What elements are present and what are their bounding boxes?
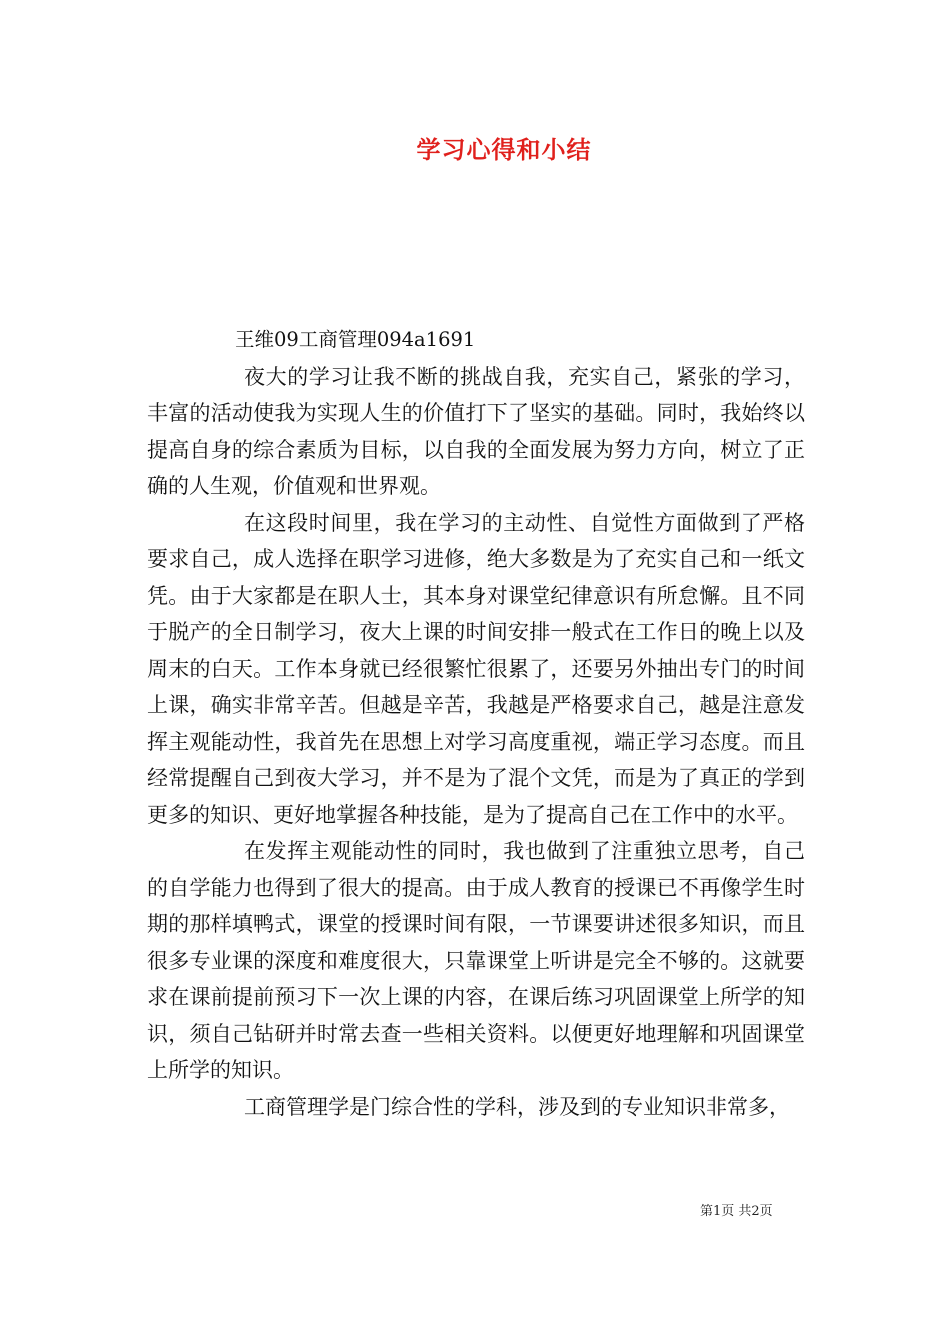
paragraph-2: 在这段时间里，我在学习的主动性、自觉性方面做到了严格要求自己，成人选择在职学习进修，绝大多数是为了充实自己和一纸文凭。由于大家都是在职人士，其本身对课堂纪律意识有所怠懈。且不同于脱产的全日制学习，夜大上课的时间安排一般式在工作日的晚上以及周末的白天。工作本身就已经很繁忙很累了，还要另外抽出专门的时间上课，确实非常辛苦。但越是辛苦，我越是严格要求自己，越是注意发挥主观能动性，我首先在思想上对学习高度重视，端正学习态度。而且经常提醒自己到夜大学习，并不是为了混个文凭，而是为了真正的学到更多的知识、更好地掌握各种技能，是为了提高自己在工作中的水平。 (147, 510, 805, 827)
document-body (147, 322, 805, 1125)
page-number-footer: 第1页 共2页 (700, 1204, 773, 1219)
paragraph-3: 在发挥主观能动性的同时，我也做到了注重独立思考，自己的自学能力也得到了很大的提高。由于成人教育的授课已不再像学生时期的那样填鸭式，课堂的授课时间有限，一节课要讲述很多知识，而且很多专业课的深度和难度很大，只靠课堂上听讲是完全不够的。这就要求在课前提前预习下一次上课的内容，在课后练习巩固课堂上所学的知识，须自己钻研并时常去查一些相关资料。以便更好地理解和巩固课堂上所学的知识。 (147, 839, 805, 1082)
paragraph-1: 夜大的学习让我不断的挑战自我，充实自己，紧张的学习，丰富的活动使我为实现人生的价值打下了坚实的基础。同时，我始终以提高自身的综合素质为目标，以自我的全面发展为努力方向，树立了正确的人生观，价值观和世界观。 (147, 364, 805, 498)
author-line: 王维09工商管理094a1691 (235, 328, 476, 351)
document-title: 学习心得和小结 (416, 135, 592, 164)
paragraph-4: 工商管理学是门综合性的学科，涉及到的专业知识非常多， (244, 1094, 790, 1119)
